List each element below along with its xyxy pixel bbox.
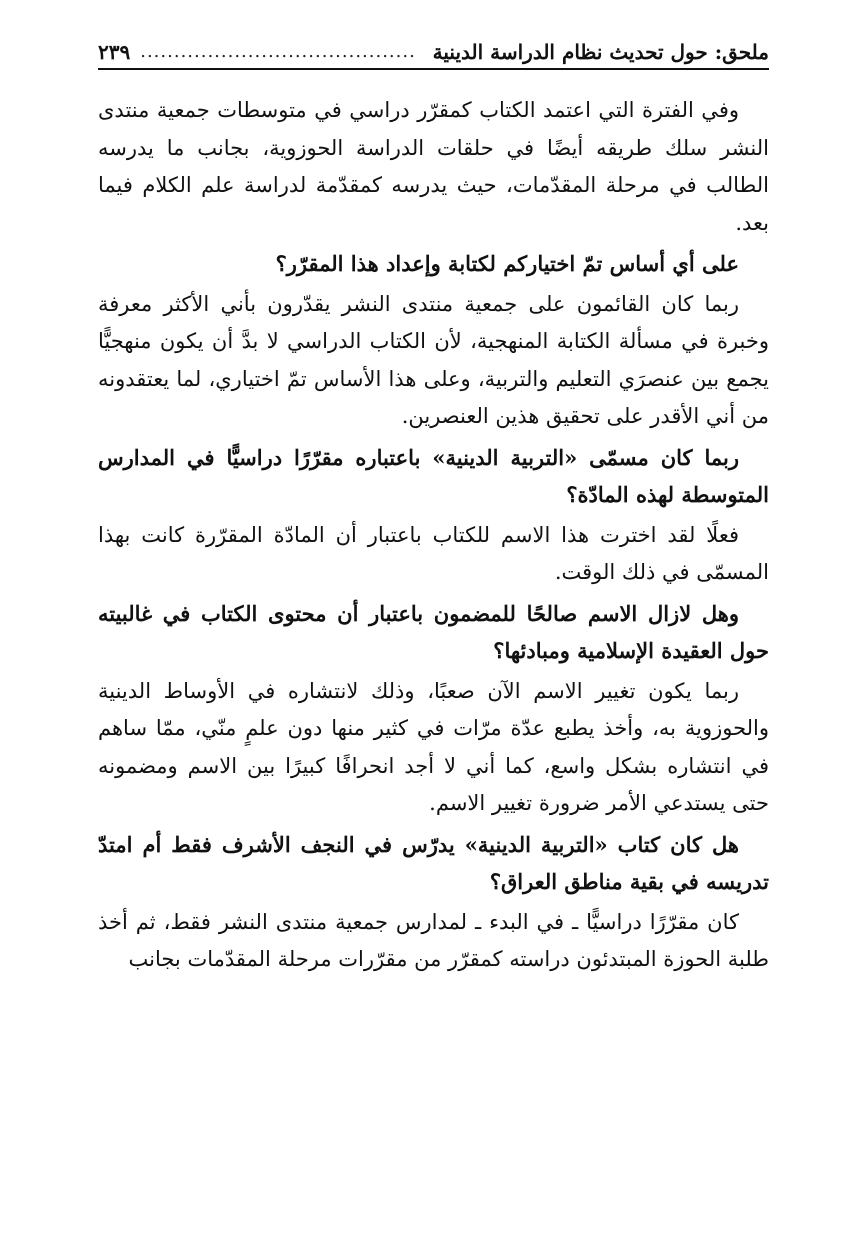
page-number: ٢٣٩ [98,40,131,64]
question-heading-3: وهل لازال الاسم صالحًا للمضمون باعتبار أن محتوى الكتاب في غالبيته حول العقيدة الإسلامية ومبادئها؟ [98,600,769,663]
question-heading-1: على أي أساس تمّ اختياركم لكتابة وإعداد هذا المقرّر؟ [275,251,739,276]
answer-paragraph-3: ربما يكون تغيير الاسم الآن صعبًا، وذلك لانتشاره في الأوساط الدينية والحوزوية به، وأخذ يطبع عدّة مرّات في كثير منها دون علمٍ منّي، ممّا ساهم في انتشاره بشكل واسع، كما أني لا أجد انحرافًا كبيرًا بين الاسم ومضمونه حتى يستدعي الأمر ضرورة تغيير الاسم. [98,678,769,815]
question-heading-2: ربما كان مسمّى «التربية الدينية» باعتباره مقرّرًا دراسيًّا في المدارس المتوسطة لهذه المادّة؟ [98,444,769,507]
answer-paragraph-1: ربما كان القائمون على جمعية منتدى النشر يقدّرون بأني الأكثر معرفة وخبرة في مسألة الكتابة المنهجية، لأن الكتاب الدراسي لا بدَّ أن يكون منهجيًّا يجمع بين عنصرَي التعليم والتربية، وعلى هذا الأساس تمّ اختياري، لما يعتقدونه من أني الأقدر على تحقيق هذين العنصرين. [98,291,769,428]
running-header-leader-dots: ......................................... [140,41,416,62]
running-header-title: ملحق: حول تحديث نظام الدراسة الدينية [432,40,769,64]
page-body [98,92,769,982]
running-header [98,30,769,66]
paragraph-intro: وفي الفترة التي اعتمد الكتاب كمقرّر دراسي في متوسطات جمعية منتدى النشر سلك طريقه أيضًا في حلقات الدراسة الحوزوية، بجانب ما يدرسه الطالب في مرحلة المقدّمات، حيث يدرسه كمقدّمة لدراسة علم الكلام فيما بعد. [98,98,769,235]
answer-paragraph-4: كان مقرّرًا دراسيًّا ـ في البدء ـ لمدارس جمعية منتدى النشر فقط، ثم أخذ طلبة الحوزة المبتدئون دراسته كمقرّر من مقرّرات مرحلة المقدّمات بجانب [98,909,769,971]
header-rule [98,68,769,70]
answer-paragraph-2: فعلًا لقد اخترت هذا الاسم للكتاب باعتبار أن المادّة المقرّرة كانت بهذا المسمّى في ذلك الوقت. [98,522,769,584]
question-heading-4: هل كان كتاب «التربية الدينية» يدرّس في النجف الأشرف فقط أم امتدّ تدريسه في بقية مناطق العراق؟ [98,831,769,894]
